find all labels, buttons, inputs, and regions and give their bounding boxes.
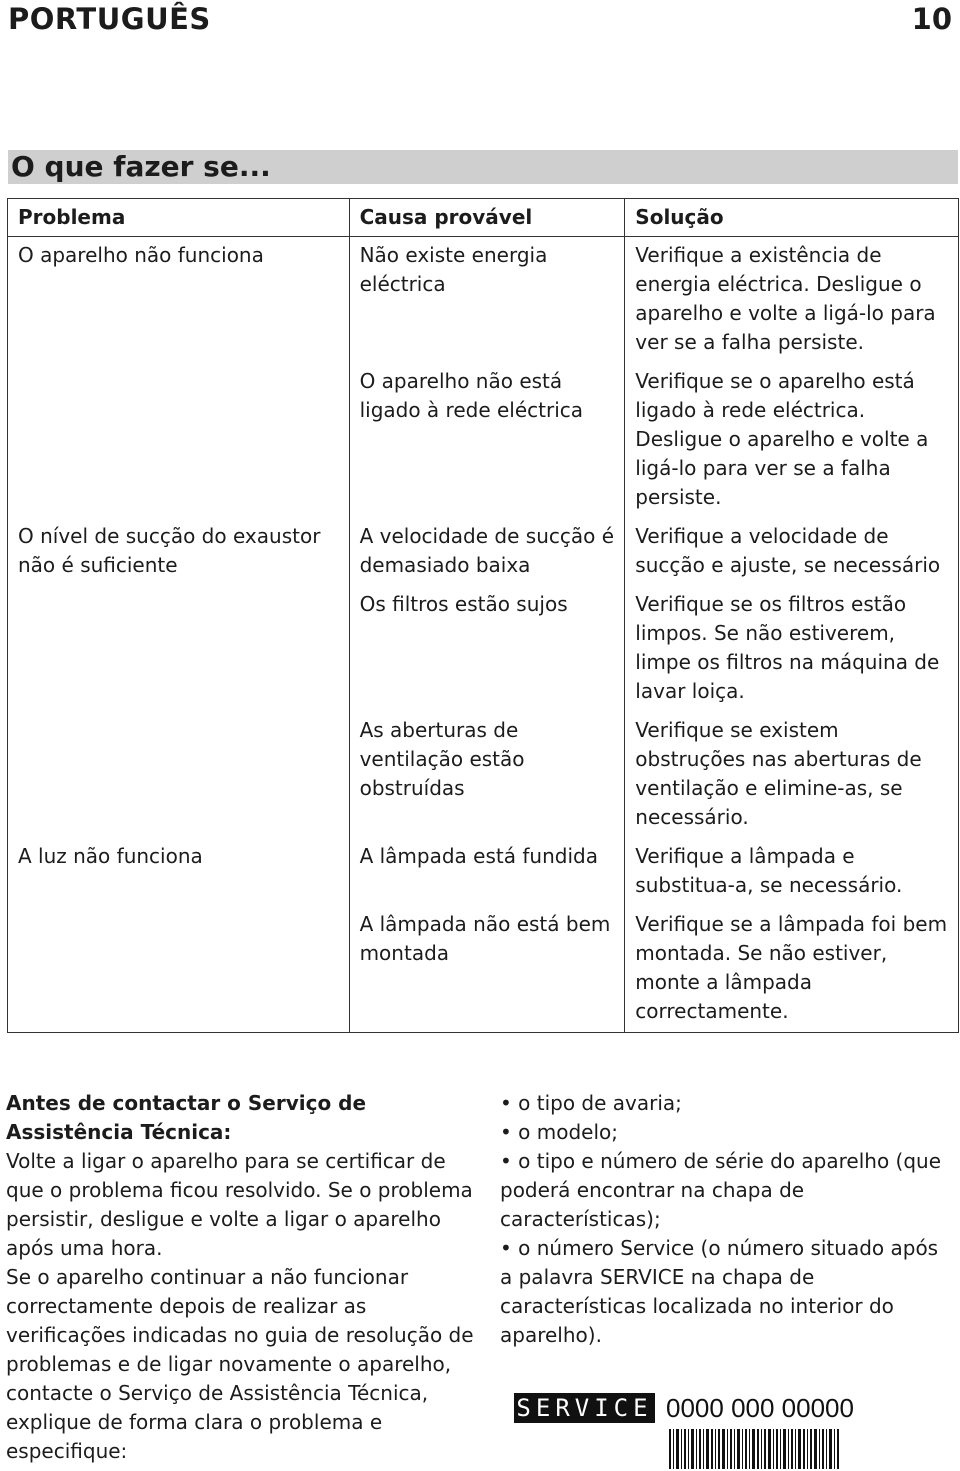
list-item: • o tipo de avaria;: [500, 1091, 682, 1115]
problem-cell: A luz não funciona: [8, 838, 350, 906]
header-problem: Problema: [8, 199, 350, 237]
cause-cell: Os filtros estão sujos: [349, 586, 625, 712]
header-solution: Solução: [625, 199, 959, 237]
cause-cell: As aberturas de ventilação estão obstruídas: [349, 712, 625, 838]
cause-cell: A lâmpada não está bem montada: [349, 906, 625, 1033]
section-title: O que fazer se...: [8, 150, 958, 184]
table-row: [8, 518, 959, 586]
table-header-row: [8, 199, 959, 237]
service-plate: [514, 1393, 854, 1471]
service-number: 0000 000 00000: [666, 1393, 854, 1423]
solution-cell: Verifique se a lâmpada foi bem montada. Se não estiver, monte a lâmpada correctamente.: [625, 906, 959, 1033]
cause-cell: O aparelho não está ligado à rede eléctrica: [349, 363, 625, 518]
cause-cell: A lâmpada está fundida: [349, 838, 625, 906]
service-checklist: [500, 1089, 955, 1350]
problem-cell: O aparelho não funciona: [8, 237, 350, 364]
problem-cell: [8, 363, 350, 518]
service-label: SERVICE: [514, 1393, 655, 1423]
troubleshooting-table: [7, 198, 959, 1033]
service-heading: Antes de contactar o Serviço de Assistência Técnica:: [6, 1091, 367, 1144]
table-row: [8, 838, 959, 906]
page-header: [8, 2, 952, 42]
solution-cell: Verifique a existência de energia eléctrica. Desligue o aparelho e volte a ligá-lo para ver se a falha persiste.: [625, 237, 959, 364]
list-item: • o modelo;: [500, 1120, 618, 1144]
solution-cell: Verifique se existem obstruções nas aberturas de ventilação e elimine-as, se necessário.: [625, 712, 959, 838]
cause-cell: Não existe energia eléctrica: [349, 237, 625, 364]
header-cause: Causa provável: [349, 199, 625, 237]
table-row: [8, 237, 959, 364]
problem-cell: O nível de sucção do exaustor não é suficiente: [8, 518, 350, 586]
barcode-icon: [669, 1429, 839, 1469]
solution-cell: Verifique a velocidade de sucção e ajuste, se necessário: [625, 518, 959, 586]
table-row: [8, 712, 959, 838]
language-label: PORTUGUÊS: [8, 2, 211, 36]
table-row: [8, 586, 959, 712]
cause-cell: A velocidade de sucção é demasiado baixa: [349, 518, 625, 586]
solution-cell: Verifique se o aparelho está ligado à rede eléctrica. Desligue o aparelho e volte a ligá-lo para ver se a falha persiste.: [625, 363, 959, 518]
service-instructions: [6, 1089, 476, 1466]
table-row: [8, 363, 959, 518]
service-paragraph-1: Volte a ligar o aparelho para se certificar de que o problema ficou resolvido. Se o problema persistir, desligue e volte a ligar o aparelho após uma hora.: [6, 1149, 473, 1260]
service-paragraph-2: Se o aparelho continuar a não funcionar correctamente depois de realizar as verificações indicadas no guia de resolução de problemas e de ligar novamente o aparelho, contacte o Serviço de Assistência Técnica, explique de forma clara o problema e especifique:: [6, 1265, 474, 1463]
problem-cell: [8, 586, 350, 712]
list-item: • o número Service (o número situado após a palavra SERVICE na chapa de características localizada no interior do aparelho).: [500, 1236, 939, 1347]
solution-cell: Verifique a lâmpada e substitua-a, se necessário.: [625, 838, 959, 906]
page-number: 10: [911, 2, 952, 36]
problem-cell: [8, 906, 350, 1033]
table-row: [8, 906, 959, 1033]
problem-cell: [8, 712, 350, 838]
list-item: • o tipo e número de série do aparelho (que poderá encontrar na chapa de características);: [500, 1149, 942, 1231]
solution-cell: Verifique se os filtros estão limpos. Se não estiverem, limpe os filtros na máquina de lavar loiça.: [625, 586, 959, 712]
